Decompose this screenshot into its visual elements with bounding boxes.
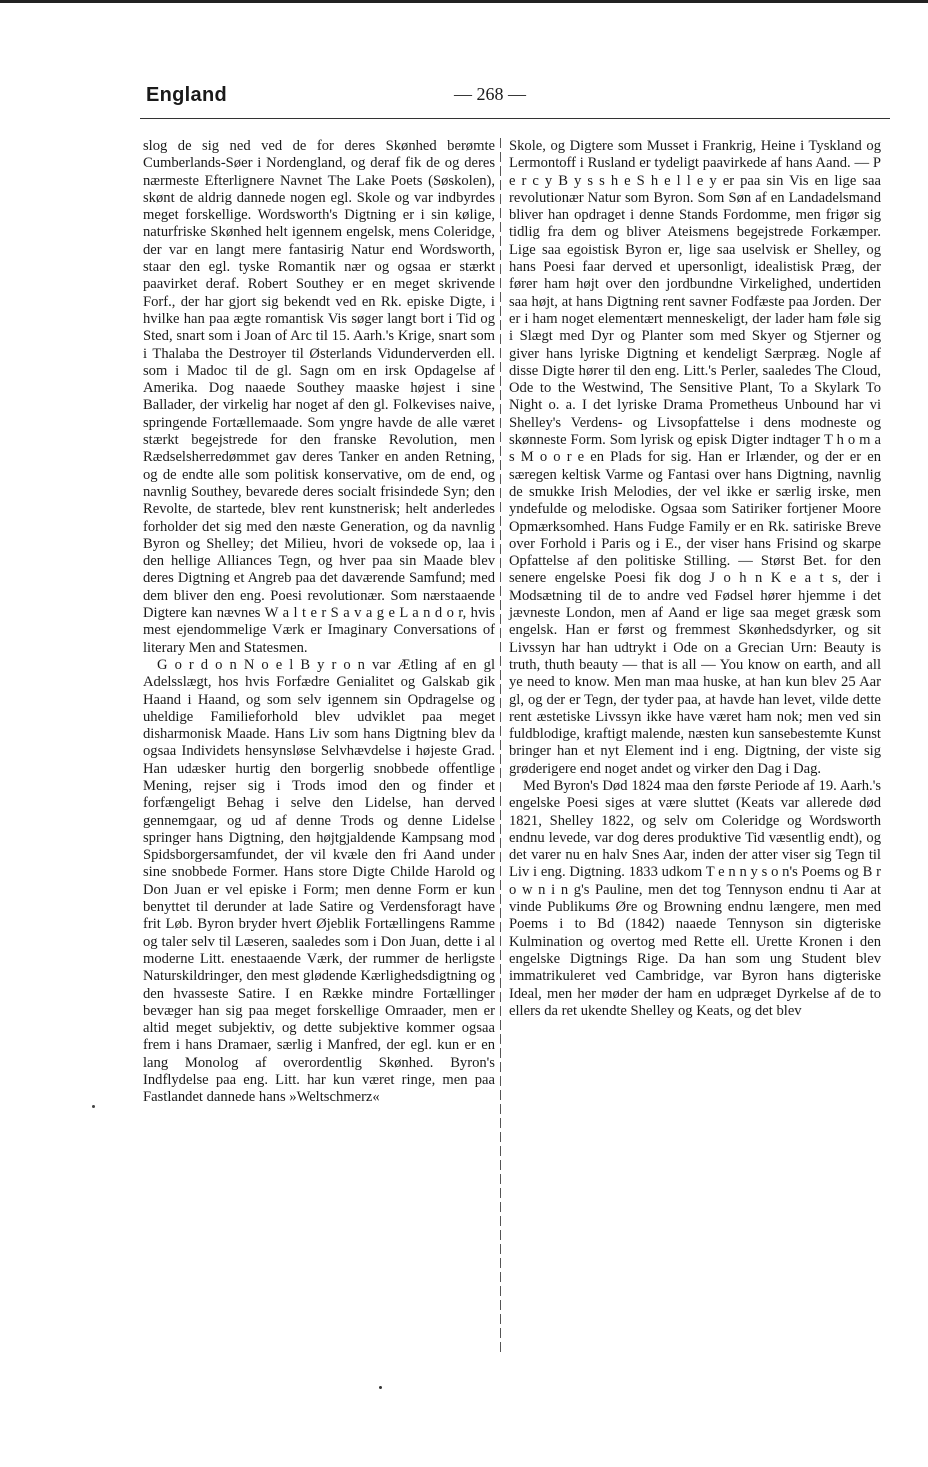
running-title: England (146, 84, 227, 106)
top-border (0, 0, 928, 3)
header-rule (140, 118, 890, 119)
right-column (509, 138, 881, 1020)
margin-mark (92, 1105, 95, 1108)
right-paragraph-2: Med Byron's Død 1824 maa den første Periode af 19. Aarh.'s engelske Poesi siges at være sluttet (Keats var allerede død 1821, Shelley 1822, og selv om Coleridge og Wordsworth endnu levede, var dog deres produktive Tid væsentlig endt), og det varer nu en halv Snes Aar, inden der atter viser sig Tegn til Liv i eng. Digtning. 1833 udkom T e n n y s o n's Poems og B r o w n i n g's Pauline, men det tog Tennyson endnu ti Aar at vinde Publikums Øre og Browning endnu længere, men med Poems i to Bd (1842) naaede Tennyson sin digteriske Kulmination og overtog med Rette ell. Urette Kronen i den engelske Digtnings Rige. Da han som ung Student blev immatrikuleret ved Cambridge, var Byron hans digteriske Ideal, men her møder der ham en udpræget Dyrkelse af de to ellers da ret ukendte Shelley og Keats, og det blev (509, 777, 881, 1019)
left-paragraph-2: G o r d o n N o e l B y r o n var Ætling af en gl Adelsslægt, hos hvis Forfædre Genialitet og Galskab gik Haand i Haand, og som selv igennem sin Opdragelse og uheldige Familieforhold blev udviklet paa meget disharmonisk Maade. Hans Liv som hans Digtning blev da ogsaa Individets hensynsløse Selvhævdelse i højeste Grad. Han udæsker hurtig den borgerlig snobbede offentlige Mening, rejser sig i Trods imod den og finder et forfængeligt Behag i selve den Lidelse, han derved gennemgaar, og ud af denne Trods og denne Lidelse springer hans Digtning, den højtgjaldende Kampsang mod Spidsborgersamfundet, der vil kvæle den fri Aand under sine snobbede Former. Hans store Digte Childe Harold og Don Juan er vel episke i Form; men denne Form er kun benyttet til derunder at lade Satire og Verdensforagt have frit Løb. Byron bryder hvert Øjeblik Fortællingens Ramme og taler selv til Læseren, saaledes som i Don Juan, dette i al moderne Litt. enestaaende Værk, der rummer de herligste Naturskildringer, den mest glødende Kærlighedsdigtning og den hvasseste Satire. I en Række mindre Fortællinger bevæger han sig paa meget forskellige Omraader, men er altid meget subjektiv, og dette subjektive kommer ogsaa frem i hans Dramaer, særlig i Manfred, der egl. kun er en lang Monolog af overordentlig Skønhed. Byron's Indflydelse paa eng. Litt. har kun været ringe, men paa Fastlandet dannede hans »Weltschmerz« (143, 656, 495, 1106)
right-paragraph-1: Skole, og Digtere som Musset i Frankrig, Heine i Tyskland og Lermontoff i Rusland er tydeligt paavirkede af hans Aand. — P e r c y B y s s h e S h e l l e y er paa sin Vis en lige saa revolutionær Natur som Byron. Som Søn af en Landadelsmand bliver han opdraget i denne Stands Fordomme, men frigør sig tidlig fra dem og bliver Ateismens begejstrede Forkæmper. Lige saa egoistisk Byron er, lige saa uselvisk er Shelley, og hans Poesi faar derved et upersonligt, idealistisk Præg, der fører ham højt over den jordbundne Virkelighed, undertiden saa højt, at hans Digtning rent savner Fodfæste paa Jorden. Der er i ham noget elementært menneskeligt, der lader ham føle sig i Slægt med Dyr og Planter som med Skyer og Stjerner og giver hans lyriske Digtning et kendeligt Særpræg. Nogle af disse Digte hører til den eng. Litt.'s Perler, saaledes The Cloud, Ode to the Westwind, The Sensitive Plant, To a Skylark To Night o. a. I det lyriske Drama Prometheus Unbound har vi Shelley's Verdens- og Livsopfattelse i dens modneste og skønneste Form. Som lyrisk og episk Digter indtager T h o m a s M o o r e en Plads for sig. Han er Irlænder, og der er en særegen keltisk Varme og Fantasi over hans Digtning, navnlig de smukke Irish Melodies, der vel ikke er særlig irske, men yndefulde og melodiske. Ogsaa som Satiriker fortjener Moore Opmærksomhed. Hans Fudge Family er en Rk. satiriske Breve over Forhold i Paris og i E., der viser hans Frisind og skarpe Opfattelse af den politiske Stilling. — Størst Bet. for den senere engelske Poesi fik dog J o h n K e a t s, der i Modsætning til de to andre ved Fødsel hører hjemme i det jævneste London, men af Aand er lige saa meget græsk som engelsk. Han er først og fremmest Skønhedsdyrker, og sit Livssyn har han udtrykt i Ode on a Grecian Urn: Beauty is truth, thuth beauty — that is all — You know on earth, and all ye need to know. Men man maa huske, at han kun blev 25 Aar gl, og der er Tegn, der tyder paa, at havde han levet, vilde dette rent æstetiske Livssyn ikke have været ham nok; men ved sin fuldblodige, kraftigt malende, næsten kun sansebestemte Kunst bringer han et nyt Element ind i eng. Digtning, der viste sig grøderigere end noget andet og virker den Dag i Dag. (509, 138, 881, 777)
running-head (146, 82, 886, 112)
bottom-mark (379, 1386, 382, 1389)
page-number: — 268 — (454, 84, 526, 104)
column-divider (500, 138, 501, 1354)
left-column (143, 138, 495, 1107)
left-paragraph-1: slog de sig ned ved de for deres Skønhed berømte Cumberlands-Søer i Nordengland, og deraf fik de og deres nærmeste Efterlignere Navnet The Lake Poets (Søskolen), skønt de aldrig dannede nogen egl. Skole og var indbyrdes meget forskellige. Wordsworth's Digtning er i sin kølige, naturfriske Skønhed helt igennem engelsk, mens Coleridge, der var en langt mere fantasirig Natur end Wordsworth, staar den egl. tyske Romantik nær og ogsaa er stærkt paavirket deraf. Robert Southey er en meget skrivende Forf., der har gjort sig bekendt ved en Rk. episke Digte, i hvilke han paa ægte romantisk Vis søger langt bort i Tid og Sted, snart som i Joan of Arc til 15. Aarh.'s Krige, snart som i Thalaba the Destroyer til Østerlands Vidunderverden ell. som i Madoc til de gl. Sagn om en irsk Opdagelse af Amerika. Dog naaede Southey maaske højest i sine Ballader, der virkelig har noget af den gl. Folkevises naive, springende Fortællemaade. Som yngre havde de alle været stærkt begejstrede for den franske Revolution, men Rædselsherredømmet gav deres Tanker en anden Retning, og de endte alle som politisk konservative, om de end, og navnlig Southey, bevarede deres socialt frisindede Syn; den Revolte, de startede, blev rent kunstnerisk; helt anderledes forholder det sig med den næste Generation, og da navnlig Byron og Shelley; det Milieu, hvori de voksede op, laa i den hellige Alliances Tegn, og hver paa sin Maade blev deres Digtning et Angreb paa det daværende Samfund; med dem bliver den eng. Poesi revolutionær. Som nærstaaende Digtere kan nævnes W a l t e r S a v a g e L a n d o r, hvis mest ejendommelige Værk er Imaginary Conversations of literary Men and Statesmen. (143, 138, 495, 656)
